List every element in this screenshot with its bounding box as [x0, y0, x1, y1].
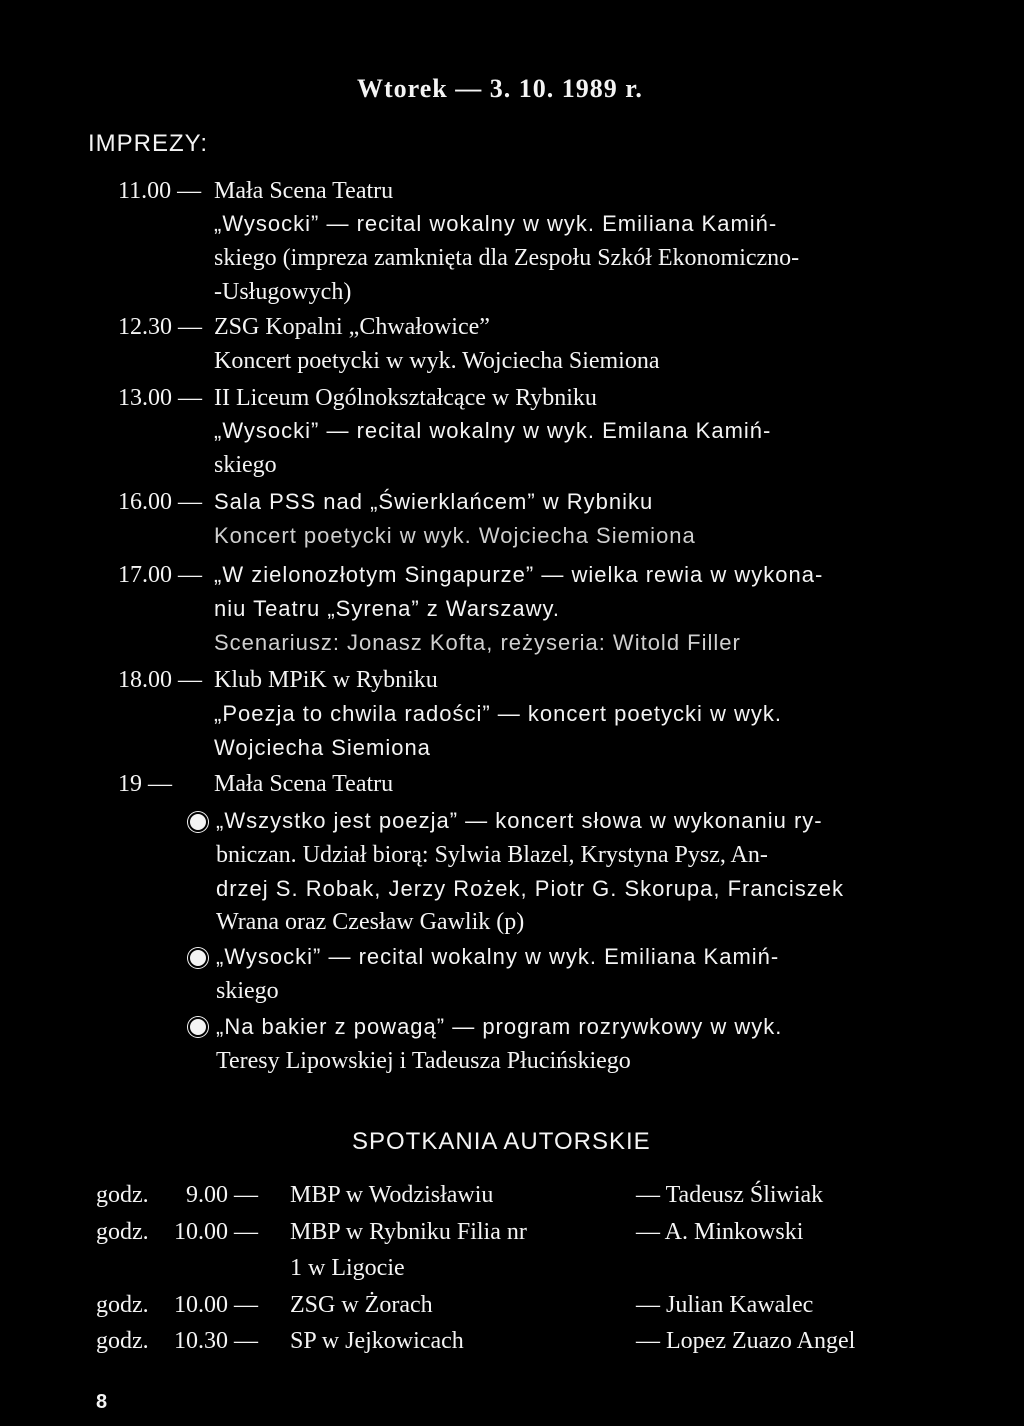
event-line: „Wysocki” — recital wokalny w wyk. Emilana Kamiń-: [214, 418, 772, 443]
event-time: 16.00 —: [118, 489, 202, 515]
meeting-time: 10.00 —: [174, 1219, 258, 1245]
bullet-icon: [188, 812, 208, 832]
event-venue: II Liceum Ogólnokształcące w Rybniku: [214, 385, 597, 411]
imprezy-title: IMPREZY:: [88, 130, 209, 157]
godz-label: godz.: [96, 1328, 149, 1354]
meeting-place: MBP w Rybniku Filia nr: [290, 1219, 527, 1245]
event-venue: Sala PSS nad „Świerklańcem” w Rybniku: [214, 489, 654, 514]
bullet-icon: [188, 948, 208, 968]
event-time: 17.00 —: [118, 562, 202, 588]
sub-item-line: „Wszystko jest poezja” — koncert słowa w wykonaniu ry-: [216, 808, 823, 833]
meeting-time: 10.00 —: [174, 1292, 258, 1318]
meeting-author: — Tadeusz Śliwiak: [636, 1182, 824, 1208]
event-line: -Usługowych): [214, 279, 352, 305]
sub-item-line: „Na bakier z powagą” — program rozrywkowy w wyk.: [216, 1014, 783, 1039]
event-line: Koncert poetycki w wyk. Wojciecha Siemiona: [214, 523, 696, 548]
godz-label: godz.: [96, 1292, 149, 1318]
sub-item-line: skiego: [216, 978, 279, 1004]
event-venue: Klub MPiK w Rybniku: [214, 667, 438, 693]
meeting-author: — A. Minkowski: [636, 1219, 804, 1245]
sub-item-line: drzej S. Robak, Jerzy Rożek, Piotr G. Skorupa, Franciszek: [216, 876, 844, 901]
meeting-time: 9.00 —: [186, 1182, 258, 1208]
meeting-time: 10.30 —: [174, 1328, 258, 1354]
meeting-author: — Lopez Zuazo Angel: [636, 1328, 856, 1354]
event-line: Wojciecha Siemiona: [214, 735, 431, 760]
godz-label: godz.: [96, 1182, 149, 1208]
sub-item-line: bniczan. Udział biorą: Sylwia Blazel, Krystyna Pysz, An-: [216, 842, 768, 868]
spotkania-title: SPOTKANIA AUTORSKIE: [352, 1128, 651, 1155]
meeting-place: ZSG w Żorach: [290, 1292, 433, 1318]
date-header: Wtorek — 3. 10. 1989 r.: [357, 74, 643, 103]
meeting-place: SP w Jejkowicach: [290, 1328, 464, 1354]
event-venue: ZSG Kopalni „Chwałowice”: [214, 314, 490, 340]
event-line: „Poezja to chwila radości” — koncert poetycki w wyk.: [214, 701, 782, 726]
event-line: niu Teatru „Syrena” z Warszawy.: [214, 596, 561, 621]
event-time: 19 —: [118, 771, 172, 797]
event-time: 18.00 —: [118, 667, 202, 693]
bullet-icon: [188, 1017, 208, 1037]
meeting-place: MBP w Wodzisławiu: [290, 1182, 494, 1208]
event-venue: Mała Scena Teatru: [214, 771, 394, 797]
event-line: skiego (impreza zamknięta dla Zespołu Szkół Ekonomiczno-: [214, 245, 800, 271]
event-time: 12.30 —: [118, 314, 202, 340]
meeting-author: — Julian Kawalec: [636, 1292, 814, 1318]
event-venue: Mała Scena Teatru: [214, 178, 394, 204]
page-number: 8: [96, 1391, 108, 1413]
event-line: Scenariusz: Jonasz Kofta, reżyseria: Witold Filler: [214, 630, 741, 655]
event-venue: „W zielonozłotym Singapurze” — wielka rewia w wykona-: [214, 562, 824, 587]
sub-item-line: Teresy Lipowskiej i Tadeusza Płucińskiego: [216, 1048, 631, 1074]
meeting-place-cont: 1 w Ligocie: [290, 1255, 405, 1281]
event-line: „Wysocki” — recital wokalny w wyk. Emiliana Kamiń-: [214, 211, 778, 236]
event-line: skiego: [214, 452, 277, 478]
event-line: Koncert poetycki w wyk. Wojciecha Siemiona: [214, 348, 660, 374]
sub-item-line: Wrana oraz Czesław Gawlik (p): [216, 909, 525, 935]
event-time: 13.00 —: [118, 385, 202, 411]
godz-label: godz.: [96, 1219, 149, 1245]
event-time: 11.00 —: [118, 178, 202, 204]
sub-item-line: „Wysocki” — recital wokalny w wyk. Emiliana Kamiń-: [216, 944, 780, 969]
